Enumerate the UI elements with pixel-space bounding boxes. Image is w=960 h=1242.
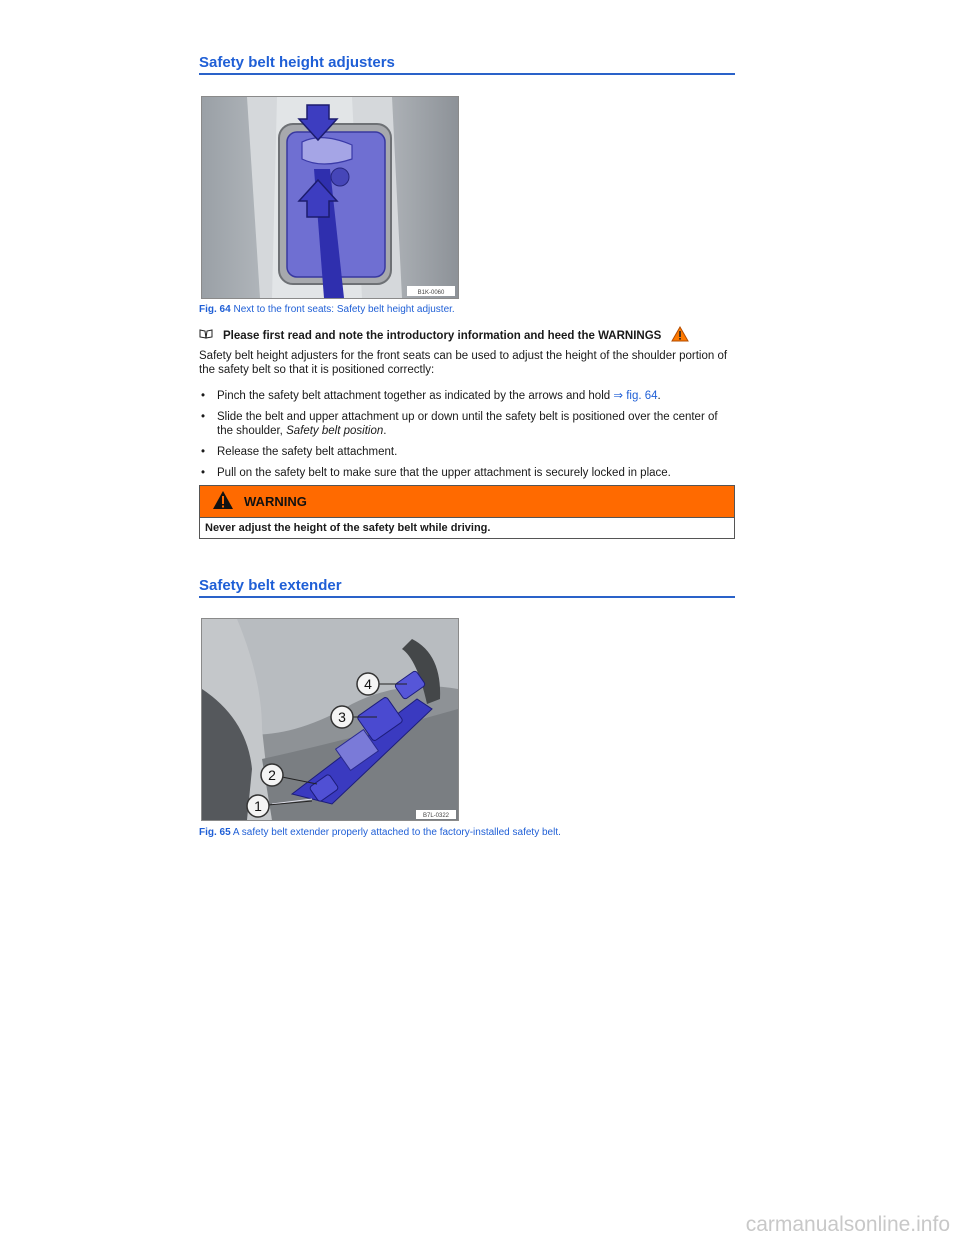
- callout-4: 4: [364, 676, 372, 692]
- intro-note: Please first read and note the introductory information and heed the WARNINGS: [199, 326, 735, 345]
- list-item: • Pinch the safety belt attachment together as indicated by the arrows and hold ⇒ fig. 64.: [201, 390, 661, 402]
- warning-label: WARNING: [244, 494, 307, 509]
- list-item: • Slide the belt and upper attachment up or down until the safety belt is positioned over the center of the shoulder, Safety belt position.: [201, 411, 718, 437]
- figure-code: B1K-0060: [417, 290, 445, 296]
- book-icon: [199, 329, 213, 342]
- safety-belt-position-ref: Safety belt position: [286, 425, 384, 437]
- list-item: • Pull on the safety belt to make sure that the upper attachment is securely locked in place.: [201, 467, 671, 479]
- height-adjuster-illustration: [202, 97, 458, 298]
- warning-header: [200, 486, 734, 517]
- site-watermark: carmanualsonline.info: [745, 1213, 950, 1236]
- callout-2: 2: [268, 767, 276, 783]
- list-item: • Release the safety belt attachment.: [201, 446, 398, 458]
- warning-box: [199, 485, 735, 539]
- figure-belt-extender: [201, 618, 459, 821]
- figure-height-adjuster: [201, 96, 459, 299]
- belt-extender-illustration: [202, 619, 458, 820]
- section-title-belt-extender: Safety belt extender: [199, 577, 735, 598]
- section-title-height-adjusters: Safety belt height adjusters: [199, 54, 735, 75]
- callout-1: 1: [254, 798, 262, 814]
- intro-paragraph: Safety belt height adjusters for the front seats can be used to adjust the height of the shoulder portion of the safety belt so that it is positioned correctly:: [199, 350, 728, 376]
- warning-triangle-icon: [212, 490, 234, 513]
- callout-3: 3: [338, 709, 346, 725]
- fig-64-link[interactable]: ⇒ fig. 64: [613, 390, 658, 402]
- warning-text: Never adjust the height of the safety belt while driving.: [200, 517, 734, 538]
- figure-code: B7L-0322: [422, 813, 450, 819]
- instruction-list: [199, 389, 735, 487]
- figure-64-caption: Fig. 64 Next to the front seats: Safety belt height adjuster.: [199, 304, 455, 315]
- figure-65-caption: Fig. 65 A safety belt extender properly attached to the factory-installed safety belt.: [199, 827, 561, 838]
- warning-triangle-icon[interactable]: [671, 326, 689, 345]
